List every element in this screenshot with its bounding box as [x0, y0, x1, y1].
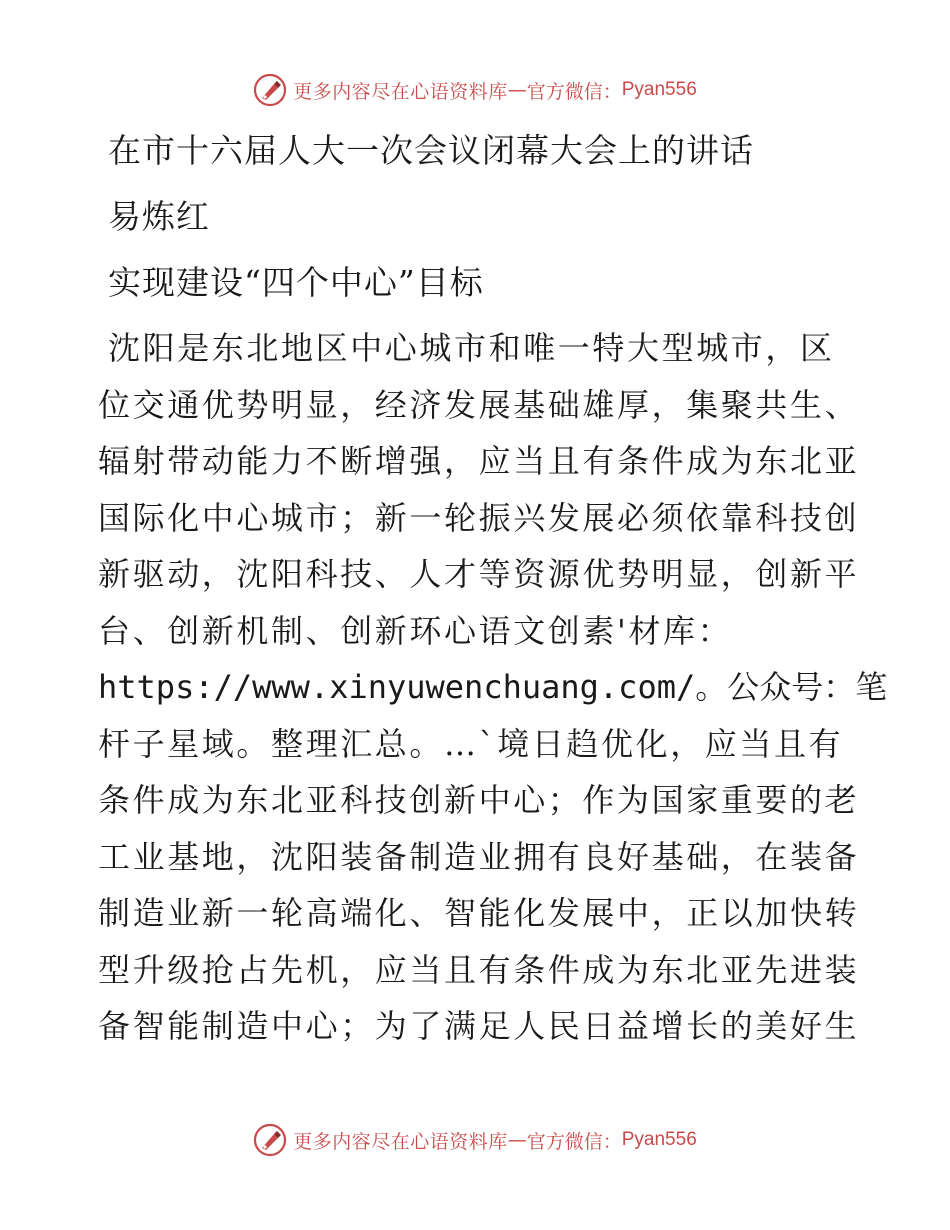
- paragraph-line: 新驱动，沈阳科技、人才等资源优势明显，创新平: [98, 555, 860, 593]
- brand-text: 更多内容尽在心语资料库: [293, 80, 508, 103]
- paragraph-line: 台、创新机制、创新环心语文创素'材库：: [98, 611, 733, 650]
- paragraph-line-url: https://www.xinyuwenchuang.com/。公众号：笔: [98, 668, 888, 706]
- document-title: 在市十六届人大一次会议闭幕大会上的讲话: [108, 131, 754, 170]
- footer-banner: [0, 1120, 950, 1160]
- paragraph-line: 工业基地，沈阳装备制造业拥有良好基础，在装备: [98, 837, 860, 876]
- banner-separator: —: [507, 1129, 527, 1151]
- wechat-id: Pyan556: [621, 79, 697, 100]
- wechat-id: Pyan556: [621, 1129, 697, 1150]
- document-author: 易炼红: [108, 197, 210, 236]
- banner-separator: —: [507, 79, 527, 101]
- paragraph-line: 杆子星域。整理汇总。…`境日趋优化，应当且有: [98, 724, 844, 763]
- paragraph-line: 条件成为东北亚科技创新中心；作为国家重要的老: [98, 781, 860, 819]
- pen-nib-logo-icon: [253, 73, 287, 107]
- pen-nib-logo-icon: [253, 1123, 287, 1157]
- paragraph-line: 型升级抢占先机，应当且有条件成为东北亚先进装: [98, 950, 860, 989]
- brand-text: 更多内容尽在心语资料库: [293, 1130, 508, 1153]
- paragraph-line: 辐射带动能力不断增强，应当且有条件成为东北亚: [98, 442, 860, 480]
- paragraph-line: 备智能制造中心；为了满足人民日益增长的美好生: [98, 1007, 860, 1045]
- wechat-label: 官方微信：: [526, 1130, 622, 1153]
- paragraph-line: 国际化中心城市；新一轮振兴发展必须依靠科技创: [98, 498, 860, 537]
- paragraph-line: 沈阳是东北地区中心城市和唯一特大型城市，区: [108, 329, 835, 367]
- section-heading: 实现建设“四个中心”目标: [108, 263, 484, 302]
- document-body: [98, 122, 888, 1055]
- paragraph-line: 制造业新一轮高端化、智能化发展中，正以加快转: [98, 894, 860, 932]
- wechat-label: 官方微信：: [526, 80, 622, 103]
- header-banner: [0, 70, 950, 110]
- paragraph-line: 位交通优势明显，经济发展基础雄厚，集聚共生、: [98, 385, 860, 424]
